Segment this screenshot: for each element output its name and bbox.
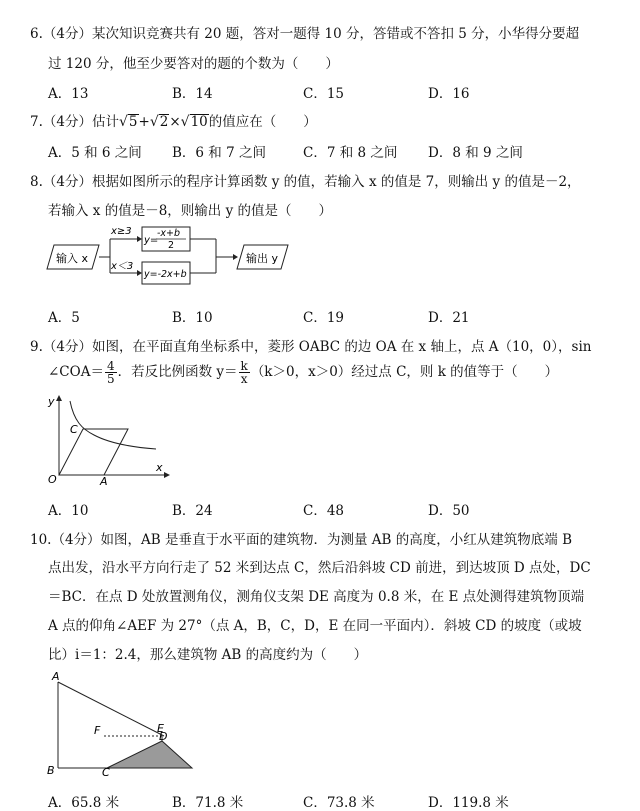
hyperbola-curve <box>70 401 156 449</box>
label-c: C <box>70 423 78 436</box>
q10-option-a: A．65.8 米 <box>48 795 120 811</box>
q9-option-d: D．50 <box>428 503 470 519</box>
q6-option-b: B．14 <box>172 86 213 102</box>
q6-option-d: D．16 <box>428 86 470 102</box>
q7-radicand-2: 2 <box>159 114 169 130</box>
label-x: x <box>156 461 163 474</box>
q6-option-a: A．13 <box>48 86 89 102</box>
label-f: F <box>94 724 101 737</box>
label-c: C <box>102 766 110 779</box>
label-a: A <box>100 475 108 485</box>
q10-option-c: C．73.8 米 <box>303 795 375 811</box>
q7-option-c: C．7 和 8 之间 <box>303 145 398 161</box>
q9-fraction-kx <box>239 360 250 385</box>
q8-line1: 8.（4分）根据如图所示的程序计算函数 y 的值，若输入 x 的值是 7，则输出 y 的值是－2， <box>30 174 581 190</box>
arrow-head-icon <box>137 270 142 276</box>
q7-radicand-1: 5 <box>128 114 138 130</box>
q9-angle-text: ∠COA＝ <box>48 364 104 380</box>
radical-sign-2: √ <box>149 114 159 130</box>
label-a: A <box>52 670 60 683</box>
q9-option-a: A．10 <box>48 503 89 519</box>
q9-line1: 9.（4分）如图，在平面直角坐标系中，菱形 OABC 的边 OA 在 x 轴上，点 A（10，0），sin <box>30 339 592 355</box>
q10-line2: 点出发，沿水平方向行走了 52 米到达点 C，然后沿斜坡 CD 前进，到达坡顶 D 点处，DC <box>48 560 591 576</box>
q10-option-b: B．71.8 米 <box>172 795 244 811</box>
q9-option-b: B．24 <box>172 503 213 519</box>
q9-fraction-sin <box>105 360 117 385</box>
q9-option-c: C．48 <box>303 503 345 519</box>
q8-option-c: C．19 <box>303 310 345 326</box>
q7-suffix: 的值应在（ ） <box>208 114 317 130</box>
q8-option-b: B．10 <box>172 310 213 326</box>
x-axis-arrow-icon <box>164 472 170 478</box>
q6-line1: 6.（4分）某次知识竞赛共有 20 题，答对一题得 10 分，答错或不答扣 5 分，小华得分要超 <box>30 26 580 42</box>
arrow-head-icon <box>233 254 238 260</box>
q7-times: × <box>169 114 181 130</box>
fraction-numerator: k <box>240 359 248 373</box>
q10-line3: ＝BC．在点 D 处放置测角仪，测角仪支架 DE 高度为 0.8 米，在 E 点处测得建筑物顶端 <box>48 589 585 605</box>
q8-option-d: D．21 <box>428 310 470 326</box>
sight-line-ae <box>58 682 164 736</box>
q7-stem <box>30 110 317 130</box>
flow-output-label: 输出 y <box>246 252 279 265</box>
q10-line1: 10.（4分）如图，AB 是垂直于水平面的建筑物．为测量 AB 的高度，小红从建筑物底端 B <box>30 532 572 548</box>
q7-radicand-3: 10 <box>190 114 208 130</box>
flow-box-top-prefix: y= <box>144 235 159 246</box>
q10-line4: A 点的仰角∠AEF 为 27°（点 A，B，C，D，E 在同一平面内）．斜坡 CD 的坡度（或坡 <box>48 618 582 634</box>
q9-coordinate-figure <box>44 393 174 485</box>
q8-line2: 若输入 x 的值是－8，则输出 y 的值是（ ） <box>48 203 332 219</box>
flow-input-label: 输入 x <box>56 252 89 265</box>
q10-option-d: D．119.8 米 <box>428 795 509 811</box>
y-axis-arrow-icon <box>56 395 62 401</box>
flow-box-top-numerator: -x+b <box>157 228 181 239</box>
label-y: y <box>48 395 55 408</box>
q6-line2: 过 120 分，他至少要答对的题的个数为（ ） <box>48 56 339 72</box>
q10-slope-figure <box>44 670 214 780</box>
flowchart-diagram <box>44 222 304 292</box>
q9-function-text: ．若反比例函数 y＝ <box>117 364 238 380</box>
q8-option-a: A．5 <box>48 310 80 326</box>
q7-prefix: 7.（4分）估计 <box>30 114 119 130</box>
flow-box-bottom-label: y=-2x+b <box>144 269 187 280</box>
flow-cond-bottom: x＜3 <box>111 261 134 272</box>
q7-plus: + <box>138 114 150 130</box>
label-o: O <box>48 473 57 485</box>
arrow-head-icon <box>137 236 142 242</box>
radical-sign-3: √ <box>180 114 190 130</box>
q7-option-b: B．6 和 7 之间 <box>172 145 266 161</box>
q10-line5: 比）i＝1：2.4，那么建筑物 AB 的高度约为（ ） <box>48 647 368 663</box>
q7-option-a: A．5 和 6 之间 <box>48 145 142 161</box>
q7-option-d: D．8 和 9 之间 <box>428 145 523 161</box>
label-b: B <box>47 764 55 777</box>
fraction-denominator: 5 <box>106 372 115 386</box>
q9-line2 <box>48 360 558 385</box>
q6-option-c: C．15 <box>303 86 345 102</box>
label-d: D <box>159 730 168 743</box>
q9-condition-text: （k＞0，x＞0）经过点 C，则 k 的值等于（ ） <box>250 364 559 380</box>
slope-triangle <box>107 741 192 768</box>
fraction-denominator: x <box>240 372 248 386</box>
flow-box-top-denominator: 2 <box>168 240 175 251</box>
radical-sign-1: √ <box>118 114 128 130</box>
fraction-numerator: 4 <box>106 359 115 373</box>
label-e: E <box>157 722 164 735</box>
flow-cond-top: x≥3 <box>111 226 132 237</box>
